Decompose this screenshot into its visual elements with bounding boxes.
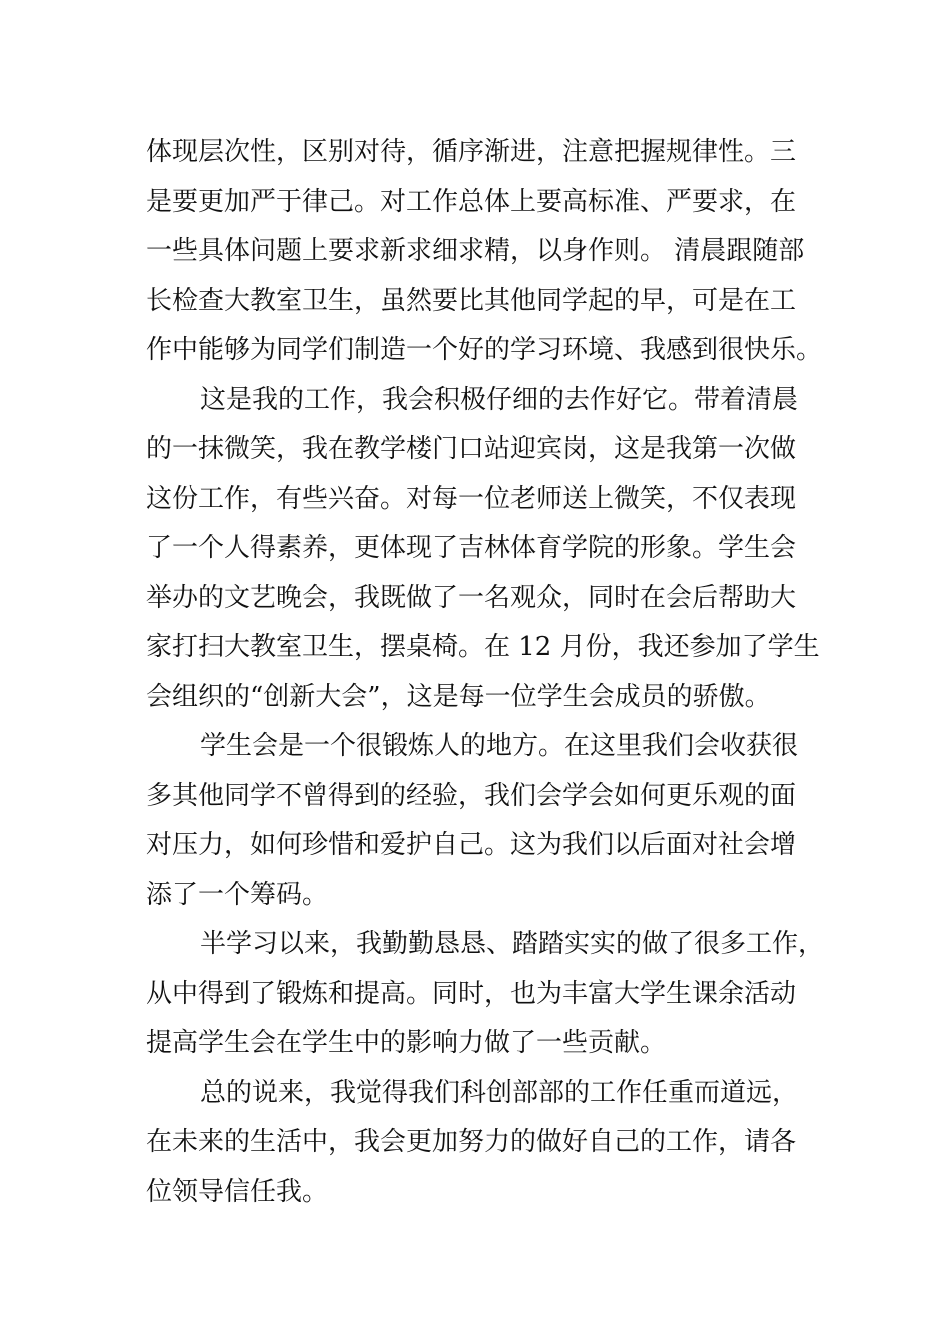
paragraph bbox=[146, 376, 836, 723]
text-line: 家打扫大教室卫生，摆桌椅。在 12 月份，我还参加了学生 bbox=[146, 632, 820, 662]
text-line: 长检查大教室卫生，虽然要比其他同学起的早，可是在工 bbox=[146, 285, 797, 316]
text-line: 在未来的生活中，我会更加努力的做好自己的工作，请各 bbox=[146, 1127, 797, 1157]
text-line: 添了一个筹码。 bbox=[146, 879, 329, 910]
text-line: 对压力，如何珍惜和爱护自己。这为我们以后面对社会增 bbox=[146, 830, 797, 860]
text-line: 位领导信任我。 bbox=[146, 1176, 329, 1207]
paragraph bbox=[146, 722, 836, 920]
text-line: 提高学生会在学生中的影响力做了一些贡献。 bbox=[146, 1028, 667, 1058]
text-line: 从中得到了锻炼和提高。同时，也为丰富大学生课余活动 bbox=[146, 978, 797, 1009]
text-line: 是要更加严于律己。对工作总体上要高标准、严要求，在 bbox=[146, 186, 797, 217]
paragraph bbox=[146, 1069, 836, 1218]
text-line: 学生会是一个很锻炼人的地方。在这里我们会收获很 bbox=[200, 731, 799, 761]
text-line: 总的说来，我觉得我们科创部部的工作任重而道远， bbox=[200, 1077, 799, 1108]
text-line: 半学习以来，我勤勤恳恳、踏踏实实的做了很多工作， bbox=[200, 929, 825, 959]
text-line: 多其他同学不曾得到的经验，我们会学会如何更乐观的面 bbox=[146, 780, 797, 811]
document-body bbox=[146, 128, 836, 1217]
paragraph bbox=[146, 920, 836, 1069]
text-line: 这是我的工作，我会积极仔细的去作好它。带着清晨 bbox=[200, 384, 799, 415]
paragraph bbox=[146, 128, 836, 376]
text-line: 的一抹微笑，我在教学楼门口站迎宾岗，这是我第一次做 bbox=[146, 434, 797, 464]
text-line: 体现层次性，区别对待，循序渐进，注意把握规律性。三 bbox=[146, 137, 797, 167]
text-line: 作中能够为同学们制造一个好的学习环境、我感到很快乐。 bbox=[146, 335, 823, 365]
text-line: 举办的文艺晚会，我既做了一名观众，同时在会后帮助大 bbox=[146, 582, 797, 613]
text-line: 会组织的“创新大会”，这是每一位学生会成员的骄傲。 bbox=[146, 681, 771, 712]
text-line: 这份工作，有些兴奋。对每一位老师送上微笑，不仅表现 bbox=[146, 483, 797, 514]
text-line: 一些具体问题上要求新求细求精，以身作则。 清晨跟随部 bbox=[146, 236, 805, 266]
text-line: 了一个人得素养，更体现了吉林体育学院的形象。学生会 bbox=[146, 533, 797, 563]
